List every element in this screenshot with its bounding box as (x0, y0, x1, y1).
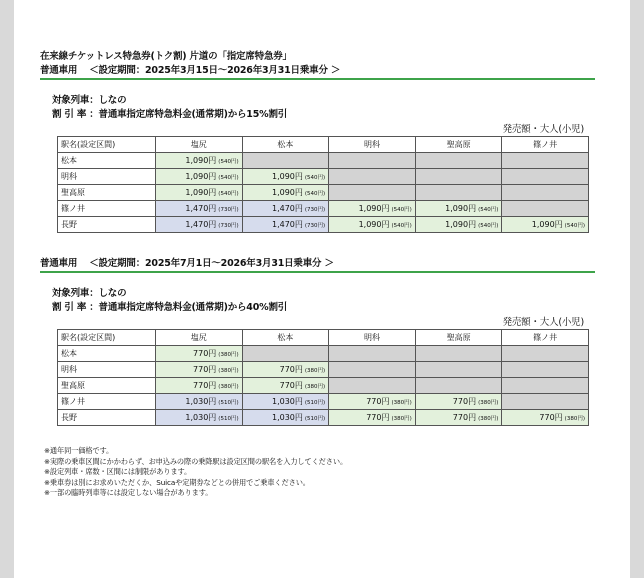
child-fare: (380円) (304, 368, 326, 374)
adult-fare: 1,470円 (185, 220, 217, 229)
header-destination: 塩尻 (156, 330, 243, 346)
document-page (14, 0, 630, 578)
fare-cell (242, 169, 329, 185)
child-fare: (540円) (391, 207, 412, 213)
adult-fare: 1,470円 (271, 220, 303, 229)
period-label: ＜設定期間：2025年7月1日～2026年3月31日乗車分 ＞ (89, 258, 334, 269)
fare-cell (156, 394, 243, 410)
child-fare: (540円) (564, 223, 585, 229)
table-header-row (58, 137, 589, 153)
station-name: 聖高原 (58, 185, 156, 201)
sales-price-note: 発売額・大人(小児) (502, 124, 584, 135)
fare-cell (242, 362, 329, 378)
fare-cell (156, 153, 243, 169)
adult-fare: 1,030円 (185, 397, 217, 406)
empty-fare-cell (415, 378, 502, 394)
fare-cell (242, 394, 329, 410)
target-train: 対象列車：しなの (52, 288, 127, 299)
header-destination: 篠ノ井 (502, 330, 589, 346)
child-fare: (510円) (218, 416, 239, 422)
child-fare: (380円) (564, 416, 585, 422)
fare-cell (415, 394, 502, 410)
child-fare: (380円) (478, 400, 499, 406)
fare-document (40, 50, 600, 499)
empty-fare-cell (502, 378, 589, 394)
child-fare: (540円) (478, 223, 499, 229)
discount-rate: 割 引 率 ：普通車指定席特急料金(通常期)から15%割引 (52, 109, 288, 120)
sales-price-note: 発売額・大人(小児) (502, 317, 584, 328)
empty-fare-cell (329, 362, 416, 378)
empty-fare-cell (502, 362, 589, 378)
fare-cell (329, 410, 416, 426)
child-fare: (380円) (218, 352, 239, 358)
adult-fare: 1,470円 (185, 204, 217, 213)
fare-table (57, 136, 589, 233)
child-fare: (510円) (218, 400, 239, 406)
adult-fare: 1,470円 (271, 204, 303, 213)
header-destination: 明科 (329, 137, 416, 153)
child-fare: (380円) (478, 416, 499, 422)
child-fare: (540円) (218, 175, 239, 181)
fare-section (40, 257, 600, 426)
empty-fare-cell (502, 346, 589, 362)
child-fare: (730円) (218, 207, 239, 213)
station-name: 松本 (58, 346, 156, 362)
adult-fare: 770円 (193, 365, 217, 374)
adult-fare: 770円 (539, 413, 563, 422)
fare-cell (502, 217, 589, 233)
table-row (58, 394, 589, 410)
child-fare: (510円) (304, 416, 326, 422)
fare-cell (156, 410, 243, 426)
fare-table (57, 329, 589, 426)
empty-fare-cell (502, 185, 589, 201)
empty-fare-cell (329, 169, 416, 185)
fare-cell (415, 410, 502, 426)
station-name: 長野 (58, 410, 156, 426)
station-name: 篠ノ井 (58, 201, 156, 217)
child-fare: (730円) (218, 223, 239, 229)
fare-cell (156, 362, 243, 378)
note-item: ※一部の臨時列車等には設定しない場合があります。 (44, 488, 213, 497)
table-row (58, 169, 589, 185)
train-info (52, 94, 600, 122)
empty-fare-cell (242, 153, 329, 169)
empty-fare-cell (415, 153, 502, 169)
table-row (58, 378, 589, 394)
empty-fare-cell (415, 185, 502, 201)
section-divider (40, 271, 595, 273)
header-station-column: 駅名(設定区間) (58, 330, 156, 346)
adult-fare: 770円 (193, 349, 217, 358)
adult-fare: 1,090円 (271, 172, 303, 181)
adult-fare: 770円 (452, 397, 477, 406)
station-name: 明科 (58, 169, 156, 185)
empty-fare-cell (329, 153, 416, 169)
child-fare: (540円) (304, 191, 326, 197)
child-fare: (380円) (304, 384, 326, 390)
empty-fare-cell (502, 169, 589, 185)
document-title: 在来線チケットレス特急券(トク割) 片道の「指定席特急券」 (40, 51, 292, 62)
note-item: ※乗車券は別にお求めいただくか、Suicaや定期券などとの併用でご乗車ください。 (44, 477, 310, 487)
adult-fare: 770円 (366, 413, 390, 422)
target-train: 対象列車：しなの (52, 95, 127, 106)
station-name: 長野 (58, 217, 156, 233)
header-destination: 聖高原 (415, 330, 502, 346)
car-type-label: 普通車用 (40, 65, 78, 76)
child-fare: (510円) (304, 400, 326, 406)
adult-fare: 770円 (279, 365, 303, 374)
header-destination: 松本 (242, 137, 329, 153)
adult-fare: 1,090円 (358, 220, 390, 229)
child-fare: (540円) (478, 207, 499, 213)
car-type-label: 普通車用 (40, 258, 78, 269)
fare-cell (156, 217, 243, 233)
table-row (58, 346, 589, 362)
adult-fare: 1,030円 (185, 413, 217, 422)
adult-fare: 1,090円 (185, 156, 217, 165)
fare-sections (40, 64, 600, 426)
station-name: 明科 (58, 362, 156, 378)
table-row (58, 362, 589, 378)
table-row (58, 217, 589, 233)
fare-cell (242, 217, 329, 233)
adult-fare: 770円 (279, 381, 303, 390)
child-fare: (540円) (218, 191, 239, 197)
child-fare: (380円) (218, 368, 239, 374)
empty-fare-cell (242, 346, 329, 362)
header-destination: 明科 (329, 330, 416, 346)
station-name: 松本 (58, 153, 156, 169)
adult-fare: 770円 (193, 381, 217, 390)
fare-section (40, 64, 600, 233)
note-item: ※通年同一価格です。 (44, 446, 114, 455)
fare-cell (329, 217, 416, 233)
child-fare: (380円) (391, 400, 412, 406)
table-row (58, 410, 589, 426)
fare-cell (156, 378, 243, 394)
fare-cell (156, 346, 243, 362)
empty-fare-cell (415, 169, 502, 185)
section-heading (40, 257, 600, 270)
station-name: 聖高原 (58, 378, 156, 394)
header-destination: 塩尻 (156, 137, 243, 153)
fare-cell (415, 217, 502, 233)
fare-cell (329, 394, 416, 410)
table-row (58, 153, 589, 169)
fare-cell (156, 169, 243, 185)
section-heading (40, 64, 600, 77)
header-station-column: 駅名(設定区間) (58, 137, 156, 153)
child-fare: (730円) (304, 223, 326, 229)
child-fare: (540円) (391, 223, 412, 229)
fare-cell (415, 201, 502, 217)
empty-fare-cell (502, 201, 589, 217)
empty-fare-cell (329, 185, 416, 201)
adult-fare: 1,030円 (271, 397, 303, 406)
child-fare: (380円) (391, 416, 412, 422)
fare-cell (156, 201, 243, 217)
child-fare: (540円) (218, 159, 239, 165)
adult-fare: 1,090円 (185, 172, 217, 181)
adult-fare: 770円 (366, 397, 390, 406)
adult-fare: 1,090円 (185, 188, 217, 197)
discount-rate: 割 引 率 ：普通車指定席特急料金(通常期)から40%割引 (52, 302, 288, 313)
empty-fare-cell (329, 378, 416, 394)
fare-cell (156, 185, 243, 201)
child-fare: (380円) (218, 384, 239, 390)
note-item: ※設定列車・席数・区間には制限があります。 (44, 467, 192, 476)
notes-list (44, 446, 600, 499)
fare-cell (242, 185, 329, 201)
fare-cell (502, 410, 589, 426)
empty-fare-cell (329, 346, 416, 362)
header-destination: 松本 (242, 330, 329, 346)
adult-fare: 1,090円 (531, 220, 563, 229)
fare-cell (242, 410, 329, 426)
header-destination: 篠ノ井 (502, 137, 589, 153)
empty-fare-cell (502, 394, 589, 410)
empty-fare-cell (415, 346, 502, 362)
adult-fare: 770円 (452, 413, 477, 422)
empty-fare-cell (502, 153, 589, 169)
adult-fare: 1,090円 (358, 204, 390, 213)
child-fare: (730円) (304, 207, 326, 213)
station-name: 篠ノ井 (58, 394, 156, 410)
adult-fare: 1,090円 (445, 220, 477, 229)
fare-cell (242, 378, 329, 394)
adult-fare: 1,090円 (271, 188, 303, 197)
table-row (58, 185, 589, 201)
adult-fare: 1,030円 (271, 413, 303, 422)
section-divider (40, 78, 595, 80)
header-destination: 聖高原 (415, 137, 502, 153)
adult-fare: 1,090円 (445, 204, 477, 213)
fare-cell (242, 201, 329, 217)
empty-fare-cell (415, 362, 502, 378)
note-item: ※実際の乗車区間にかかわらず、お申込みの際の乗降駅は設定区間の駅名を入力してください。 (44, 456, 348, 466)
child-fare: (540円) (304, 175, 326, 181)
table-row (58, 201, 589, 217)
period-label: ＜設定期間：2025年3月15日～2026年3月31日乗車分 ＞ (89, 65, 341, 76)
train-info (52, 287, 600, 315)
fare-cell (329, 201, 416, 217)
table-header-row (58, 330, 589, 346)
